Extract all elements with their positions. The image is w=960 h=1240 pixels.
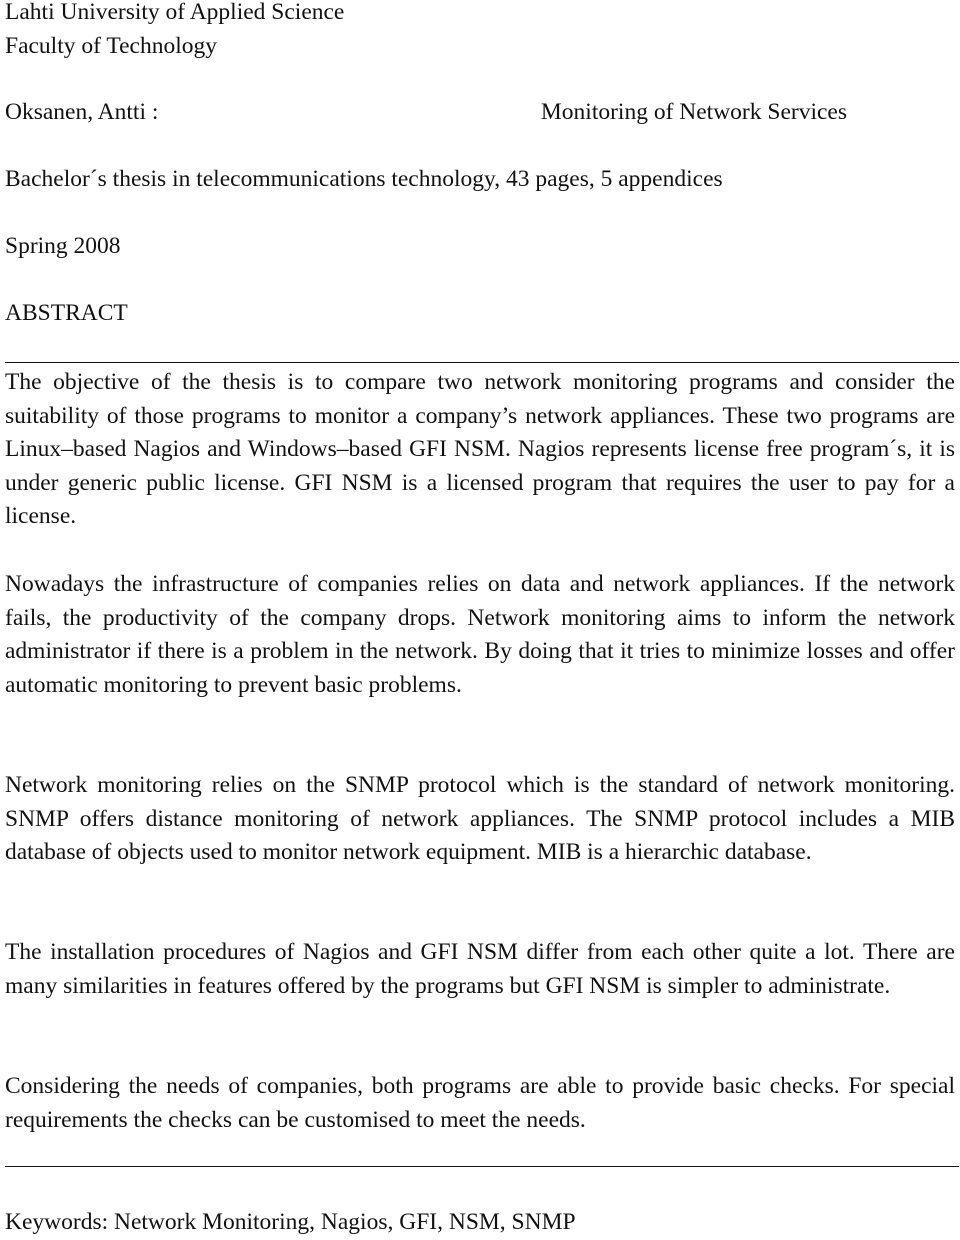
abstract-paragraph-1: The objective of the thesis is to compare two network monitoring programs and consider the suitability of those programs to monitor a company’s network appliances. These two programs are Linux–based Nagios and Windows–based GFI NSM. Nagios represents license free program´s, it is under generic public license. GFI NSM is a licensed program that requires the user to pay for a license. [5,369,955,529]
abstract-paragraph-3: Network monitoring relies on the SNMP protocol which is the standard of network monitoring. SNMP offers distance monitoring of network appliances. The SNMP protocol includes a MIB database of objects used to monitor network equipment. MIB is a hierarchic database. [5,772,955,865]
thesis-title: Monitoring of Network Services [540,99,847,125]
author-name: Oksanen, Antti : [5,99,159,125]
top-divider [5,362,959,363]
document-page [5,0,953,1240]
keywords: Keywords: Network Monitoring, Nagios, GFI, NSM, SNMP [5,1209,576,1235]
faculty-name: Faculty of Technology [5,33,217,59]
abstract-paragraph-4: The installation procedures of Nagios and GFI NSM differ from each other quite a lot. There are many similarities in features offered by the programs but GFI NSM is simpler to administrate. [5,939,955,999]
abstract-paragraph-2: Nowadays the infrastructure of companies relies on data and network appliances. If the network fails, the productivity of the company drops. Network monitoring aims to inform the network administrator if there is a problem in the network. By doing that it tries to minimize losses and offer automatic monitoring to prevent basic problems. [5,571,955,698]
author-title-row [5,96,847,130]
abstract-paragraph-5: Considering the needs of companies, both programs are able to provide basic checks. For special requirements the checks can be customised to meet the needs. [5,1073,955,1133]
thesis-info: Bachelor´s thesis in telecommunications technology, 43 pages, 5 appendices [5,166,723,192]
section-heading: ABSTRACT [5,300,128,326]
term: Spring 2008 [5,233,121,259]
university-name: Lahti University of Applied Science [5,0,345,25]
bottom-divider [5,1166,959,1167]
